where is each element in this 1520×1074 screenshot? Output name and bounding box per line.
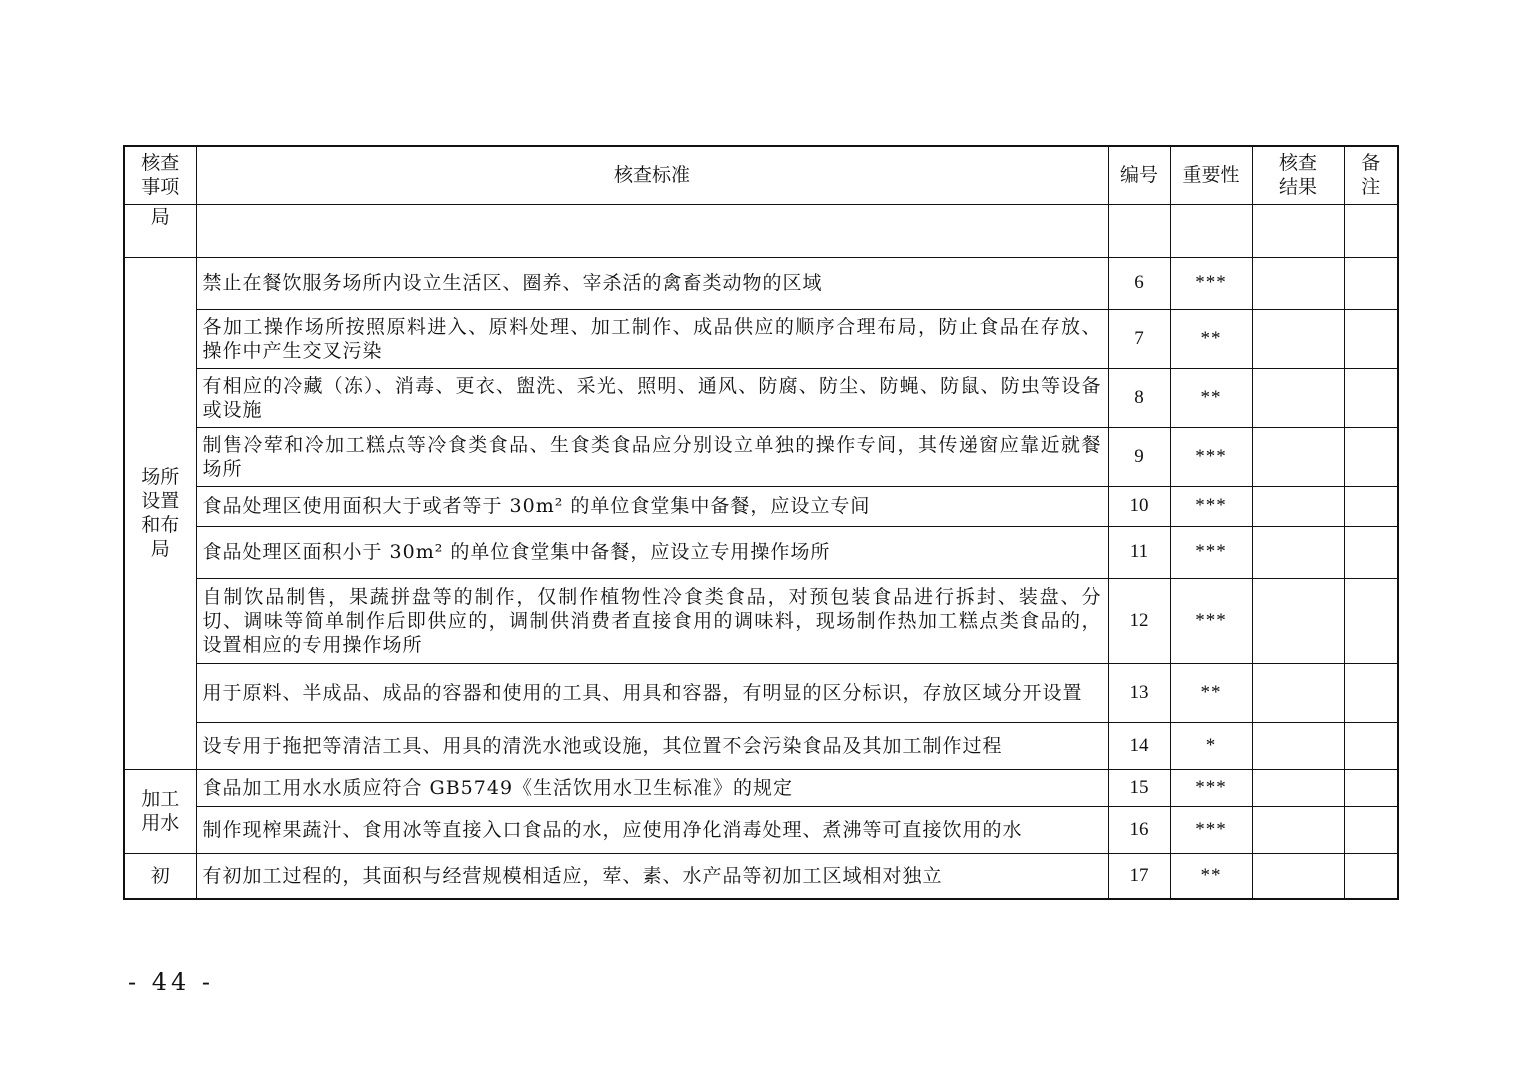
remark-cell	[1344, 427, 1398, 486]
importance-cell: ***	[1170, 257, 1252, 309]
header-standard: 核查标准	[196, 146, 1108, 204]
standard-cell: 自制饮品制售，果蔬拼盘等的制作，仅制作植物性冷食类食品，对预包装食品进行拆封、装盘、分切、调味等简单制作后即供应的，调制供消费者直接食用的调味料，现场制作热加工糕点类食品的，设置相应的专用操作场所	[196, 578, 1108, 663]
header-importance: 重要性	[1170, 146, 1252, 204]
importance-cell: **	[1170, 853, 1252, 899]
importance-cell: ***	[1170, 526, 1252, 578]
importance-cell: **	[1170, 309, 1252, 368]
remark-cell	[1344, 204, 1398, 257]
importance-cell: ***	[1170, 486, 1252, 526]
table-row	[124, 853, 1398, 899]
number-cell: 7	[1108, 309, 1170, 368]
table-row	[124, 526, 1398, 578]
standard-cell: 有初加工过程的，其面积与经营规模相适应，荤、素、水产品等初加工区域相对独立	[196, 853, 1108, 899]
result-cell	[1252, 853, 1344, 899]
standard-cell: 各加工操作场所按照原料进入、原料处理、加工制作、成品供应的顺序合理布局，防止食品在存放、操作中产生交叉污染	[196, 309, 1108, 368]
table-row	[124, 368, 1398, 427]
result-cell	[1252, 526, 1344, 578]
page-number: - 44 -	[128, 968, 215, 996]
table-row	[124, 578, 1398, 663]
number-cell: 17	[1108, 853, 1170, 899]
importance-cell: **	[1170, 663, 1252, 722]
remark-cell	[1344, 309, 1398, 368]
table-row	[124, 722, 1398, 769]
result-cell	[1252, 257, 1344, 309]
importance-cell: ***	[1170, 578, 1252, 663]
category-cell-initial-processing: 初	[124, 853, 196, 899]
table-row	[124, 806, 1398, 853]
remark-cell	[1344, 769, 1398, 806]
standard-cell: 食品加工用水水质应符合 GB5749《生活饮用水卫生标准》的规定	[196, 769, 1108, 806]
result-cell	[1252, 769, 1344, 806]
table-row	[124, 309, 1398, 368]
number-cell: 8	[1108, 368, 1170, 427]
number-cell: 9	[1108, 427, 1170, 486]
number-cell	[1108, 204, 1170, 257]
table-row	[124, 486, 1398, 526]
continued-row	[124, 204, 1398, 257]
table-row	[124, 257, 1398, 309]
result-cell	[1252, 806, 1344, 853]
number-cell: 14	[1108, 722, 1170, 769]
remark-cell	[1344, 578, 1398, 663]
standard-cell: 制作现榨果蔬汁、食用冰等直接入口食品的水，应使用净化消毒处理、煮沸等可直接饮用的水	[196, 806, 1108, 853]
category-cell-site-layout: 场所 设置 和布 局	[124, 257, 196, 769]
remark-cell	[1344, 853, 1398, 899]
importance-cell: **	[1170, 368, 1252, 427]
standard-cell: 食品处理区面积小于 30m² 的单位食堂集中备餐，应设立专用操作场所	[196, 526, 1108, 578]
remark-cell	[1344, 526, 1398, 578]
result-cell	[1252, 368, 1344, 427]
standard-cell	[196, 204, 1108, 257]
importance-cell: ***	[1170, 806, 1252, 853]
header-row	[124, 146, 1398, 204]
header-result: 核查 结果	[1252, 146, 1344, 204]
table-row	[124, 427, 1398, 486]
number-cell: 16	[1108, 806, 1170, 853]
standard-cell: 用于原料、半成品、成品的容器和使用的工具、用具和容器，有明显的区分标识，存放区域分开设置	[196, 663, 1108, 722]
standard-cell: 禁止在餐饮服务场所内设立生活区、圈养、宰杀活的禽畜类动物的区域	[196, 257, 1108, 309]
remark-cell	[1344, 257, 1398, 309]
inspection-table	[123, 145, 1399, 900]
number-cell: 15	[1108, 769, 1170, 806]
table-row	[124, 663, 1398, 722]
remark-cell	[1344, 663, 1398, 722]
standard-cell: 食品处理区使用面积大于或者等于 30m² 的单位食堂集中备餐，应设立专间	[196, 486, 1108, 526]
result-cell	[1252, 578, 1344, 663]
remark-cell	[1344, 486, 1398, 526]
number-cell: 6	[1108, 257, 1170, 309]
result-cell	[1252, 486, 1344, 526]
result-cell	[1252, 204, 1344, 257]
number-cell: 11	[1108, 526, 1170, 578]
category-cell-process-water: 加工 用水	[124, 769, 196, 853]
importance-cell: ***	[1170, 427, 1252, 486]
importance-cell	[1170, 204, 1252, 257]
remark-cell	[1344, 722, 1398, 769]
header-number: 编号	[1108, 146, 1170, 204]
header-category: 核查 事项	[124, 146, 196, 204]
remark-cell	[1344, 368, 1398, 427]
importance-cell: *	[1170, 722, 1252, 769]
remark-cell	[1344, 806, 1398, 853]
result-cell	[1252, 722, 1344, 769]
result-cell	[1252, 663, 1344, 722]
result-cell	[1252, 427, 1344, 486]
standard-cell: 制售冷荤和冷加工糕点等冷食类食品、生食类食品应分别设立单独的操作专间，其传递窗应靠近就餐场所	[196, 427, 1108, 486]
table-row	[124, 769, 1398, 806]
importance-cell: ***	[1170, 769, 1252, 806]
continued-category: 局	[124, 204, 196, 257]
number-cell: 13	[1108, 663, 1170, 722]
number-cell: 12	[1108, 578, 1170, 663]
header-remark: 备 注	[1344, 146, 1398, 204]
result-cell	[1252, 309, 1344, 368]
standard-cell: 设专用于拖把等清洁工具、用具的清洗水池或设施，其位置不会污染食品及其加工制作过程	[196, 722, 1108, 769]
standard-cell: 有相应的冷藏（冻）、消毒、更衣、盥洗、采光、照明、通风、防腐、防尘、防蝇、防鼠、防虫等设备或设施	[196, 368, 1108, 427]
number-cell: 10	[1108, 486, 1170, 526]
